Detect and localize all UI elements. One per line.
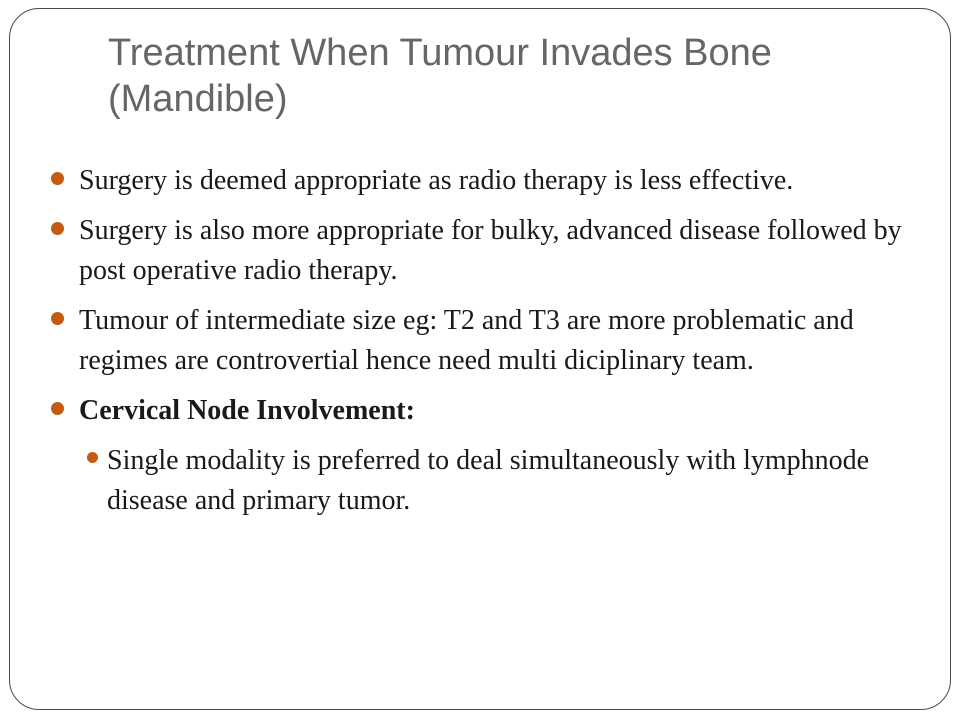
bullet-item [48,161,908,201]
sub-bullet-item [48,441,908,521]
bullet-dot-icon [51,312,64,325]
sub-bullet-text: Single modality is preferred to deal simultaneously with lymphnode disease and primary tumor. [107,445,870,516]
bullet-text: Surgery is also more appropriate for bulky, advanced disease followed by post operative radio therapy. [79,215,902,286]
bullet-dot-icon [51,172,64,185]
slide-body [48,161,908,521]
bullet-item [48,211,908,291]
slide-title [108,30,908,122]
bullet-item [48,301,908,381]
bullet-dot-icon [51,402,64,415]
slide-title-line-1: Treatment When Tumour Invades Bone [108,32,772,74]
bullet-item-heading [48,391,908,431]
sub-bullet-dot-icon [87,452,98,463]
bullet-text: Tumour of intermediate size eg: T2 and T3 are more problematic and regimes are controvertial hence need multi diciplinary team. [79,305,854,376]
bullet-text: Surgery is deemed appropriate as radio therapy is less effective. [79,165,794,196]
bullet-heading-text: Cervical Node Involvement: [79,395,415,426]
slide-title-line-2: (Mandible) [108,78,288,120]
bullet-dot-icon [51,222,64,235]
